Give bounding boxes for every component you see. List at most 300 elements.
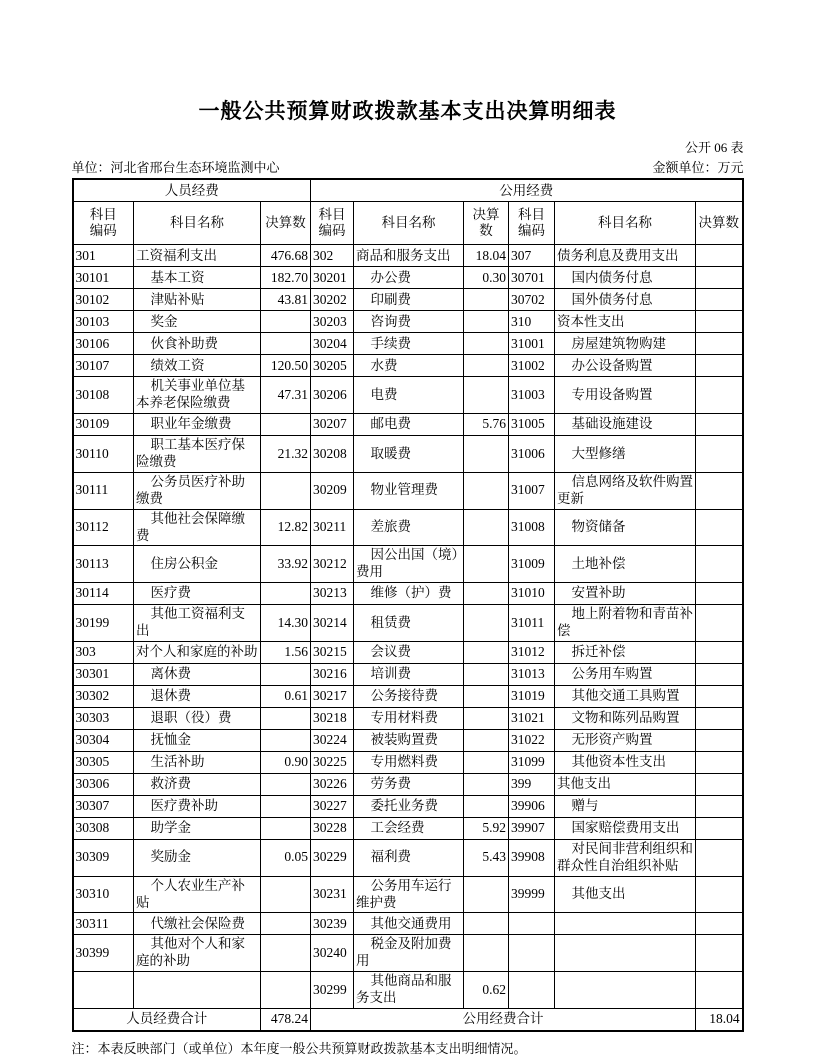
subject-name-cell: 医疗费 xyxy=(134,583,261,605)
subject-name-cell: 办公费 xyxy=(354,267,464,289)
final-amount-cell xyxy=(696,311,743,333)
table-row xyxy=(73,729,743,751)
final-amount-cell: 0.61 xyxy=(261,685,311,707)
subject-code-cell: 31007 xyxy=(509,472,555,509)
subject-code-cell: 31009 xyxy=(509,546,555,583)
final-amount-cell xyxy=(261,795,311,817)
subject-name-cell: 住房公积金 xyxy=(134,546,261,583)
subject-code-cell: 30311 xyxy=(73,913,134,935)
final-amount-cell xyxy=(696,972,743,1009)
subject-code-cell: 31011 xyxy=(509,605,555,642)
final-amount-cell xyxy=(696,472,743,509)
subject-name-cell: 其他社会保障缴费 xyxy=(134,509,261,546)
subject-name-cell: 基本工资 xyxy=(134,267,261,289)
expenditure-detail-table xyxy=(72,178,744,1032)
table-row xyxy=(73,685,743,707)
table-row xyxy=(73,377,743,414)
subject-name-cell: 公务接待费 xyxy=(354,685,464,707)
final-amount-cell xyxy=(261,773,311,795)
final-amount-cell: 5.43 xyxy=(464,839,509,876)
subject-code-cell: 30306 xyxy=(73,773,134,795)
table-row xyxy=(73,935,743,972)
subject-name-cell: 邮电费 xyxy=(354,414,464,436)
subject-code-cell: 30101 xyxy=(73,267,134,289)
final-amount-cell xyxy=(696,583,743,605)
subject-code-cell: 30205 xyxy=(311,355,354,377)
subject-name-cell xyxy=(134,972,261,1009)
table-row xyxy=(73,876,743,913)
subject-name-cell: 印刷费 xyxy=(354,289,464,311)
final-amount-cell xyxy=(261,583,311,605)
final-amount-cell xyxy=(696,436,743,473)
subject-name-cell: 退职（役）费 xyxy=(134,707,261,729)
meta-row xyxy=(72,160,744,176)
table-row xyxy=(73,414,743,436)
subject-code-cell xyxy=(509,935,555,972)
subject-code-cell: 30213 xyxy=(311,583,354,605)
subject-code-cell: 302 xyxy=(311,245,354,267)
final-amount-cell xyxy=(464,773,509,795)
table-row xyxy=(73,436,743,473)
subject-name-cell: 公务用车运行维护费 xyxy=(354,876,464,913)
subject-name-cell: 福利费 xyxy=(354,839,464,876)
subject-code-cell: 30399 xyxy=(73,935,134,972)
final-amount-cell xyxy=(464,795,509,817)
table-row xyxy=(73,707,743,729)
subject-code-cell: 30305 xyxy=(73,751,134,773)
subject-name-cell: 奖金 xyxy=(134,311,261,333)
subject-name-cell: 国内债务付息 xyxy=(555,267,696,289)
subject-name-cell: 离休费 xyxy=(134,663,261,685)
final-amount-cell xyxy=(696,795,743,817)
table-row xyxy=(73,333,743,355)
totals-row xyxy=(73,1008,743,1031)
subject-code-cell: 31002 xyxy=(509,355,555,377)
final-amount-cell xyxy=(696,707,743,729)
final-amount-cell xyxy=(696,729,743,751)
subject-code-cell: 30229 xyxy=(311,839,354,876)
final-amount-cell xyxy=(464,913,509,935)
final-amount-cell xyxy=(261,333,311,355)
final-amount-cell: 120.50 xyxy=(261,355,311,377)
subject-code-cell: 30214 xyxy=(311,605,354,642)
subject-code-cell: 30208 xyxy=(311,436,354,473)
final-amount-cell: 0.90 xyxy=(261,751,311,773)
subject-code-cell: 30113 xyxy=(73,546,134,583)
subject-name-cell: 拆迁补偿 xyxy=(555,641,696,663)
subject-code-cell: 30206 xyxy=(311,377,354,414)
subject-code-cell: 30114 xyxy=(73,583,134,605)
col-header-final-amount-1: 决算数 xyxy=(261,202,311,245)
subject-code-cell: 30225 xyxy=(311,751,354,773)
subject-code-cell: 30102 xyxy=(73,289,134,311)
subject-name-cell: 其他工资福利支出 xyxy=(134,605,261,642)
subject-code-cell: 30240 xyxy=(311,935,354,972)
subject-code-cell: 30310 xyxy=(73,876,134,913)
subject-code-cell: 30303 xyxy=(73,707,134,729)
subject-code-cell: 30211 xyxy=(311,509,354,546)
subject-code-cell: 30212 xyxy=(311,546,354,583)
subject-code-cell: 30207 xyxy=(311,414,354,436)
subject-code-cell: 31013 xyxy=(509,663,555,685)
table-row xyxy=(73,245,743,267)
subject-code-cell: 30226 xyxy=(311,773,354,795)
subject-code-cell: 30224 xyxy=(311,729,354,751)
final-amount-cell xyxy=(696,605,743,642)
table-row xyxy=(73,751,743,773)
table-row xyxy=(73,641,743,663)
subject-name-cell: 职工基本医疗保险缴费 xyxy=(134,436,261,473)
subject-code-cell: 30216 xyxy=(311,663,354,685)
subject-name-cell xyxy=(555,972,696,1009)
subject-name-cell: 奖励金 xyxy=(134,839,261,876)
subject-code-cell: 30309 xyxy=(73,839,134,876)
subject-name-cell: 维修（护）费 xyxy=(354,583,464,605)
subject-name-cell: 物业管理费 xyxy=(354,472,464,509)
final-amount-cell xyxy=(464,472,509,509)
subject-code-cell: 30701 xyxy=(509,267,555,289)
subject-code-cell: 30108 xyxy=(73,377,134,414)
final-amount-cell xyxy=(464,876,509,913)
subject-name-cell: 安置补助 xyxy=(555,583,696,605)
public-total-value: 18.04 xyxy=(696,1008,743,1031)
subject-name-cell: 国家赔偿费用支出 xyxy=(555,817,696,839)
final-amount-cell xyxy=(464,546,509,583)
final-amount-cell xyxy=(464,311,509,333)
final-amount-cell xyxy=(696,773,743,795)
subject-name-cell: 其他资本性支出 xyxy=(555,751,696,773)
subject-code-cell: 30301 xyxy=(73,663,134,685)
table-row xyxy=(73,663,743,685)
subject-name-cell: 资本性支出 xyxy=(555,311,696,333)
subject-name-cell: 手续费 xyxy=(354,333,464,355)
subject-name-cell: 生活补助 xyxy=(134,751,261,773)
final-amount-cell xyxy=(261,935,311,972)
final-amount-cell xyxy=(696,839,743,876)
col-header-subject-name-3: 科目名称 xyxy=(555,202,696,245)
subject-code-cell: 39999 xyxy=(509,876,555,913)
subject-name-cell: 工资福利支出 xyxy=(134,245,261,267)
final-amount-cell xyxy=(261,472,311,509)
subject-name-cell: 咨询费 xyxy=(354,311,464,333)
document-content xyxy=(72,140,744,1058)
subject-name-cell: 机关事业单位基本养老保险缴费 xyxy=(134,377,261,414)
subject-name-cell: 被装购置费 xyxy=(354,729,464,751)
final-amount-cell xyxy=(464,583,509,605)
subject-code-cell: 30107 xyxy=(73,355,134,377)
unit-label: 单位：河北省邢台生态环境监测中心 xyxy=(71,159,280,175)
subject-name-cell: 其他交通费用 xyxy=(354,913,464,935)
final-amount-cell xyxy=(696,817,743,839)
final-amount-cell xyxy=(696,685,743,707)
subject-name-cell: 医疗费补助 xyxy=(134,795,261,817)
subject-code-cell: 39906 xyxy=(509,795,555,817)
subject-code-cell: 30702 xyxy=(509,289,555,311)
subject-name-cell: 培训费 xyxy=(354,663,464,685)
group-header-row xyxy=(73,179,743,202)
final-amount-cell xyxy=(696,876,743,913)
col-header-final-amount-2: 决算数 xyxy=(464,202,509,245)
subject-code-cell: 301 xyxy=(73,245,134,267)
table-row xyxy=(73,817,743,839)
subject-name-cell: 其他支出 xyxy=(555,773,696,795)
table-row xyxy=(73,355,743,377)
final-amount-cell xyxy=(696,355,743,377)
final-amount-cell xyxy=(261,729,311,751)
subject-name-cell: 个人农业生产补贴 xyxy=(134,876,261,913)
final-amount-cell: 18.04 xyxy=(464,245,509,267)
subject-name-cell: 工会经费 xyxy=(354,817,464,839)
subject-code-cell: 30299 xyxy=(311,972,354,1009)
final-amount-cell xyxy=(696,935,743,972)
subject-code-cell xyxy=(509,913,555,935)
subject-name-cell: 职业年金缴费 xyxy=(134,414,261,436)
final-amount-cell: 14.30 xyxy=(261,605,311,642)
table-row xyxy=(73,583,743,605)
subject-code-cell: 30227 xyxy=(311,795,354,817)
subject-name-cell: 国外债务付息 xyxy=(555,289,696,311)
subject-name-cell: 委托业务费 xyxy=(354,795,464,817)
final-amount-cell: 12.82 xyxy=(261,509,311,546)
subject-name-cell: 土地补偿 xyxy=(555,546,696,583)
final-amount-cell xyxy=(464,641,509,663)
subject-name-cell: 专用材料费 xyxy=(354,707,464,729)
final-amount-cell xyxy=(696,333,743,355)
subject-code-cell: 30228 xyxy=(311,817,354,839)
final-amount-cell xyxy=(696,267,743,289)
table-row xyxy=(73,289,743,311)
subject-name-cell: 抚恤金 xyxy=(134,729,261,751)
final-amount-cell xyxy=(696,245,743,267)
final-amount-cell xyxy=(261,311,311,333)
table-row xyxy=(73,913,743,935)
subject-code-cell: 30217 xyxy=(311,685,354,707)
subject-name-cell: 对民间非营利组织和群众性自治组织补贴 xyxy=(555,839,696,876)
final-amount-cell: 0.30 xyxy=(464,267,509,289)
col-header-subject-name-2: 科目名称 xyxy=(354,202,464,245)
subject-name-cell: 电费 xyxy=(354,377,464,414)
table-row xyxy=(73,546,743,583)
subject-code-cell: 30203 xyxy=(311,311,354,333)
subject-code-cell: 30308 xyxy=(73,817,134,839)
subject-code-cell: 30231 xyxy=(311,876,354,913)
subject-name-cell: 大型修缮 xyxy=(555,436,696,473)
subject-name-cell: 其他支出 xyxy=(555,876,696,913)
subject-name-cell: 专用设备购置 xyxy=(555,377,696,414)
subject-name-cell: 水费 xyxy=(354,355,464,377)
final-amount-cell xyxy=(464,333,509,355)
final-amount-cell: 0.05 xyxy=(261,839,311,876)
subject-code-cell: 31001 xyxy=(509,333,555,355)
final-amount-cell xyxy=(464,436,509,473)
subject-name-cell: 基础设施建设 xyxy=(555,414,696,436)
final-amount-cell: 182.70 xyxy=(261,267,311,289)
subject-code-cell: 30109 xyxy=(73,414,134,436)
subject-code-cell: 310 xyxy=(509,311,555,333)
final-amount-cell xyxy=(464,685,509,707)
subject-code-cell: 31010 xyxy=(509,583,555,605)
subject-name-cell: 退休费 xyxy=(134,685,261,707)
final-amount-cell: 5.76 xyxy=(464,414,509,436)
subject-name-cell: 专用燃料费 xyxy=(354,751,464,773)
subject-name-cell: 文物和陈列品购置 xyxy=(555,707,696,729)
subject-code-cell: 30111 xyxy=(73,472,134,509)
final-amount-cell xyxy=(261,817,311,839)
subject-name-cell: 其他商品和服务支出 xyxy=(354,972,464,1009)
table-row xyxy=(73,311,743,333)
col-header-final-amount-3: 决算数 xyxy=(696,202,743,245)
subject-code-cell: 30202 xyxy=(311,289,354,311)
final-amount-cell xyxy=(464,509,509,546)
final-amount-cell: 33.92 xyxy=(261,546,311,583)
subject-name-cell: 伙食补助费 xyxy=(134,333,261,355)
final-amount-cell xyxy=(696,641,743,663)
final-amount-cell xyxy=(464,605,509,642)
subject-code-cell: 307 xyxy=(509,245,555,267)
subject-code-cell: 31021 xyxy=(509,707,555,729)
subject-code-cell: 39907 xyxy=(509,817,555,839)
final-amount-cell xyxy=(696,509,743,546)
final-amount-cell xyxy=(464,377,509,414)
final-amount-cell xyxy=(464,729,509,751)
col-header-text: 科目编码 xyxy=(89,206,117,239)
subject-code-cell: 303 xyxy=(73,641,134,663)
final-amount-cell: 21.32 xyxy=(261,436,311,473)
amount-unit-label: 金额单位：万元 xyxy=(652,159,744,175)
col-header-subject-code-2: 科目编码 xyxy=(311,202,354,245)
subject-code-cell: 30215 xyxy=(311,641,354,663)
column-header-row xyxy=(73,202,743,245)
subject-name-cell: 对个人和家庭的补助 xyxy=(134,641,261,663)
subject-code-cell: 30106 xyxy=(73,333,134,355)
final-amount-cell xyxy=(696,663,743,685)
subject-name-cell: 赠与 xyxy=(555,795,696,817)
subject-code-cell: 31019 xyxy=(509,685,555,707)
table-row xyxy=(73,972,743,1009)
col-header-subject-name-1: 科目名称 xyxy=(134,202,261,245)
subject-name-cell xyxy=(555,913,696,935)
subject-code-cell: 31003 xyxy=(509,377,555,414)
subject-code-cell: 39908 xyxy=(509,839,555,876)
table-row xyxy=(73,509,743,546)
subject-code-cell: 30110 xyxy=(73,436,134,473)
final-amount-cell xyxy=(696,414,743,436)
subject-name-cell: 信息网络及软件购置更新 xyxy=(555,472,696,509)
group-header-personnel-funds: 人员经费 xyxy=(73,179,311,202)
subject-name-cell: 无形资产购置 xyxy=(555,729,696,751)
subject-name-cell: 救济费 xyxy=(134,773,261,795)
table-row xyxy=(73,267,743,289)
table-row xyxy=(73,605,743,642)
subject-name-cell: 债务利息及费用支出 xyxy=(555,245,696,267)
final-amount-cell xyxy=(696,913,743,935)
subject-code-cell: 31006 xyxy=(509,436,555,473)
final-amount-cell xyxy=(261,707,311,729)
final-amount-cell xyxy=(696,377,743,414)
group-header-public-funds: 公用经费 xyxy=(311,179,743,202)
page-title: 一般公共预算财政拨款基本支出决算明细表 xyxy=(198,100,617,123)
subject-name-cell: 税金及附加费用 xyxy=(354,935,464,972)
subject-code-cell xyxy=(509,972,555,1009)
subject-code-cell xyxy=(73,972,134,1009)
table-row xyxy=(73,795,743,817)
final-amount-cell xyxy=(696,546,743,583)
table-row xyxy=(73,472,743,509)
final-amount-cell xyxy=(464,663,509,685)
subject-name-cell: 津贴补贴 xyxy=(134,289,261,311)
subject-name-cell: 公务员医疗补助缴费 xyxy=(134,472,261,509)
subject-name-cell: 会议费 xyxy=(354,641,464,663)
final-amount-cell: 47.31 xyxy=(261,377,311,414)
final-amount-cell: 43.81 xyxy=(261,289,311,311)
subject-code-cell: 30307 xyxy=(73,795,134,817)
subject-name-cell: 其他对个人和家庭的补助 xyxy=(134,935,261,972)
subject-name-cell: 商品和服务支出 xyxy=(354,245,464,267)
subject-code-cell: 30209 xyxy=(311,472,354,509)
final-amount-cell xyxy=(261,876,311,913)
final-amount-cell xyxy=(464,935,509,972)
final-amount-cell xyxy=(261,972,311,1009)
form-number: 公开 06 表 xyxy=(684,140,744,156)
col-header-subject-code-1 xyxy=(73,202,134,245)
subject-name-cell: 其他交通工具购置 xyxy=(555,685,696,707)
col-header-subject-code-3 xyxy=(509,202,555,245)
subject-code-cell: 30302 xyxy=(73,685,134,707)
subject-name-cell: 助学金 xyxy=(134,817,261,839)
subject-code-cell: 31008 xyxy=(509,509,555,546)
table-note: 注：本表反映部门（或单位）本年度一般公共预算财政拨款基本支出明细情况。 xyxy=(71,1040,527,1056)
subject-name-cell: 绩效工资 xyxy=(134,355,261,377)
final-amount-cell: 476.68 xyxy=(261,245,311,267)
subject-code-cell: 31012 xyxy=(509,641,555,663)
subject-name-cell: 房屋建筑物购建 xyxy=(555,333,696,355)
subject-name-cell: 差旅费 xyxy=(354,509,464,546)
final-amount-cell xyxy=(261,414,311,436)
subject-code-cell: 30112 xyxy=(73,509,134,546)
table-row xyxy=(73,839,743,876)
subject-code-cell: 30201 xyxy=(311,267,354,289)
subject-code-cell: 31099 xyxy=(509,751,555,773)
subject-code-cell: 30239 xyxy=(311,913,354,935)
subject-code-cell: 30199 xyxy=(73,605,134,642)
final-amount-cell: 0.62 xyxy=(464,972,509,1009)
subject-name-cell xyxy=(555,935,696,972)
subject-code-cell: 30304 xyxy=(73,729,134,751)
subject-code-cell: 30218 xyxy=(311,707,354,729)
subject-name-cell: 劳务费 xyxy=(354,773,464,795)
subject-code-cell: 30204 xyxy=(311,333,354,355)
final-amount-cell xyxy=(464,751,509,773)
final-amount-cell xyxy=(696,289,743,311)
personnel-total-value: 478.24 xyxy=(261,1008,311,1031)
table-row xyxy=(73,773,743,795)
final-amount-cell xyxy=(696,751,743,773)
subject-name-cell: 地上附着物和青苗补偿 xyxy=(555,605,696,642)
final-amount-cell xyxy=(464,355,509,377)
final-amount-cell xyxy=(261,913,311,935)
final-amount-cell xyxy=(464,707,509,729)
subject-name-cell: 物资储备 xyxy=(555,509,696,546)
col-header-text: 科目编码 xyxy=(518,206,546,239)
final-amount-cell xyxy=(464,289,509,311)
subject-code-cell: 31022 xyxy=(509,729,555,751)
subject-code-cell: 399 xyxy=(509,773,555,795)
final-amount-cell xyxy=(261,663,311,685)
subject-name-cell: 取暖费 xyxy=(354,436,464,473)
subject-code-cell: 30103 xyxy=(73,311,134,333)
public-total-label: 公用经费合计 xyxy=(311,1008,696,1031)
final-amount-cell: 5.92 xyxy=(464,817,509,839)
